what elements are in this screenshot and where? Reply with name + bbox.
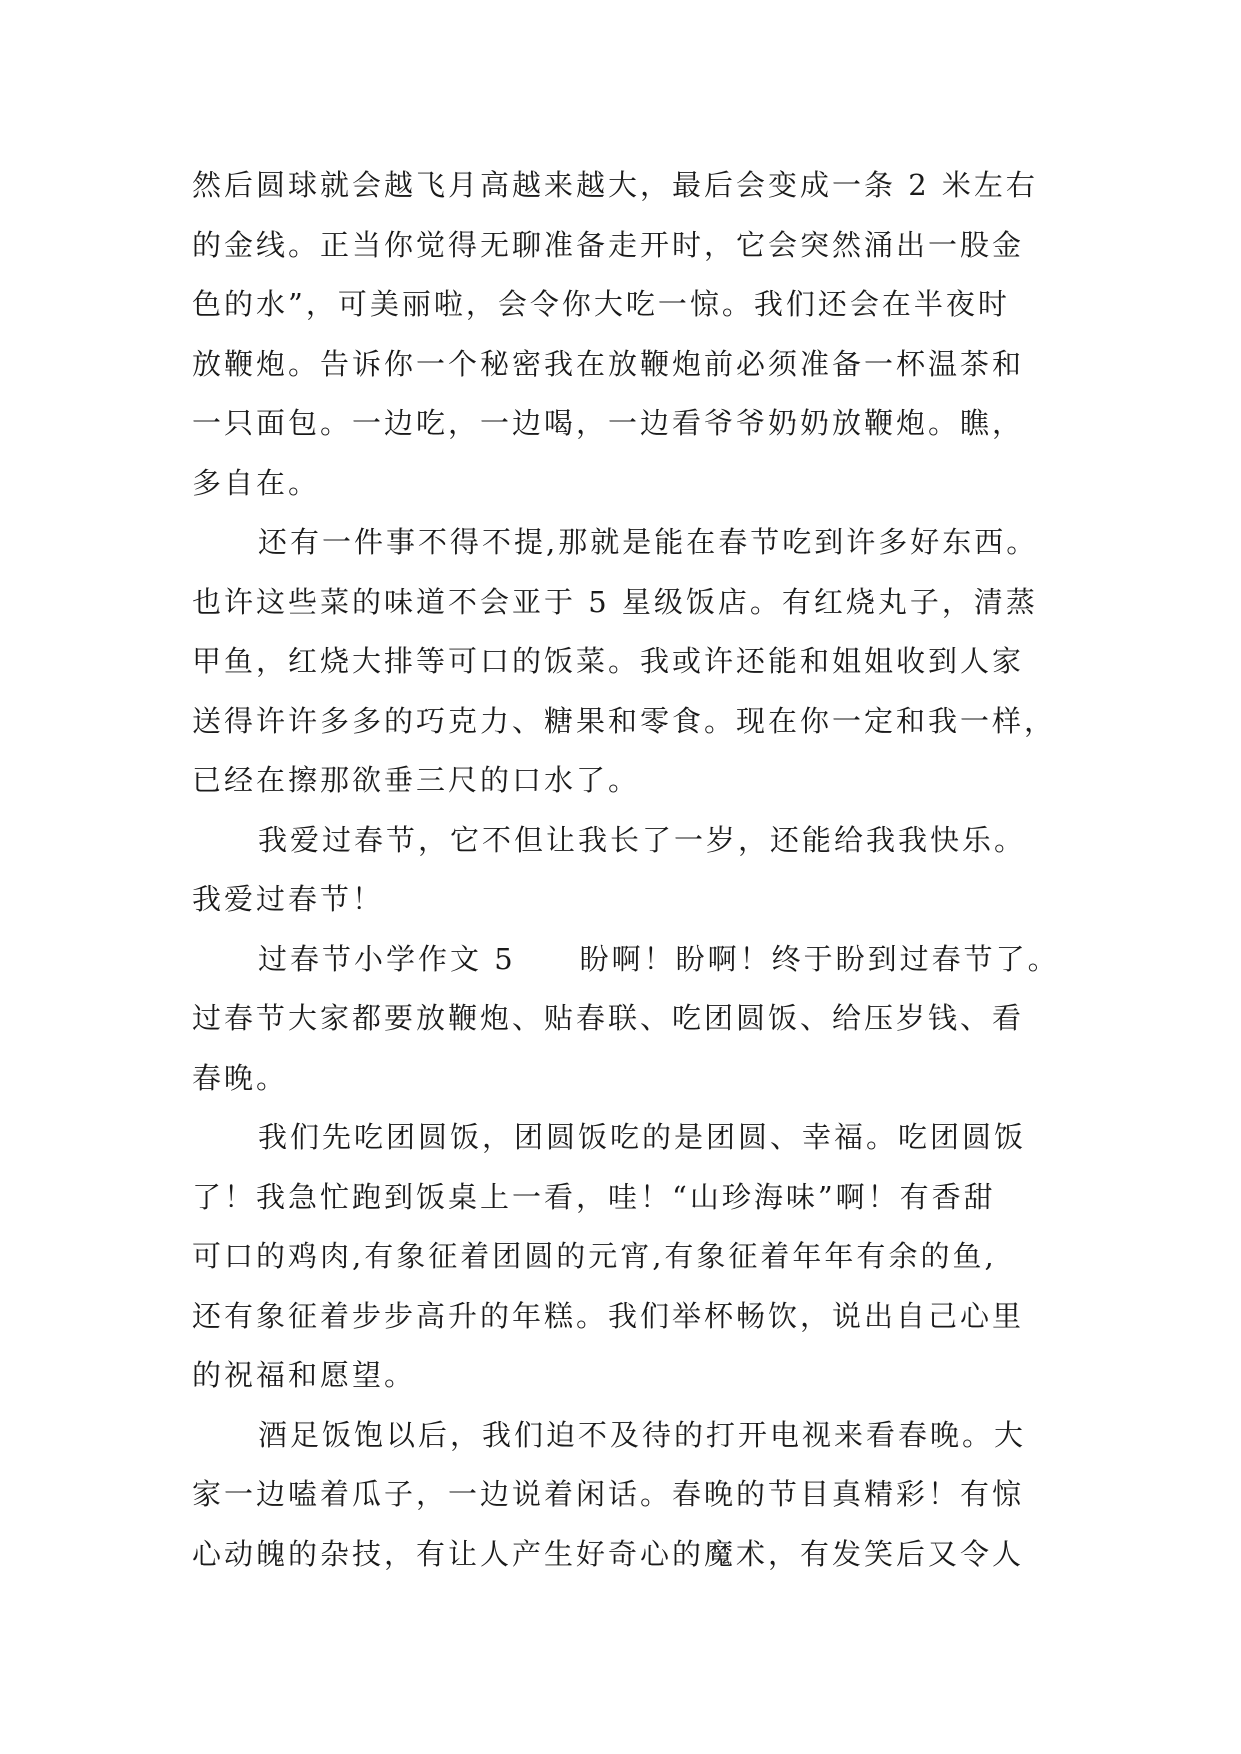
text-line: 放鞭炮。告诉你一个秘密我在放鞭炮前必须准备一杯温茶和 [192, 346, 1025, 381]
text-line: 过春节大家都要放鞭炮、贴春联、吃团圆饭、给压岁钱、看 [192, 1001, 1025, 1035]
text-line: 多自在。 [192, 465, 321, 500]
text-line: 可口的鸡肉,有象征着团圆的元宵,有象征着年年有余的鱼, [192, 1239, 997, 1273]
paragraph-first-line: 我们先吃团圆饭，团圆饭吃的是团圆、幸福。吃团圆饭 [258, 1120, 1027, 1154]
paragraph-first-line: 还有一件事不得不提,那就是能在春节吃到许多好东西。 [258, 525, 1039, 559]
text-line: 家一边嗑着瓜子，一边说着闲话。春晚的节目真精彩！有惊 [192, 1477, 1025, 1511]
text-line: 还有象征着步步高升的年糕。我们举杯畅饮，说出自己心里 [192, 1298, 1025, 1333]
text-line: 心动魄的杂技，有让人产生好奇心的魔术，有发笑后又令人 [192, 1536, 1025, 1571]
text-line: 也许这些菜的味道不会亚于 5 星级饭店。有红烧丸子，清蒸 [192, 584, 1038, 619]
paragraph-first-line: 我爱过春节，它不但让我长了一岁，还能给我我快乐。 [258, 822, 1027, 857]
text-line: 的金线。正当你觉得无聊准备走开时，它会突然涌出一股金 [192, 227, 1025, 262]
text-line: 春晚。 [192, 1060, 289, 1095]
essay-body [192, 156, 1072, 1584]
text-line: 甲鱼，红烧大排等可口的饭菜。我或许还能和姐姐收到人家 [192, 644, 1025, 678]
text-line: 已经在擦那欲垂三尺的口水了。 [192, 763, 641, 797]
text-line: 了！我急忙跑到饭桌上一看，哇！“山珍海味”啊！有香甜 [192, 1179, 996, 1214]
text-line: 然后圆球就会越飞月高越来越大，最后会变成一条 2 米左右 [192, 168, 1038, 202]
text-line: 我爱过春节！ [192, 882, 385, 916]
paragraph-first-line: 酒足饭饱以后，我们迫不及待的打开电视来看春晚。大 [258, 1417, 1027, 1452]
essay-title-line: 过春节小学作文 5 盼啊！盼啊！终于盼到过春节了。 [258, 941, 1060, 976]
text-line: 送得许许多多的巧克力、糖果和零食。现在你一定和我一样， [192, 703, 1057, 738]
text-line: 色的水”，可美丽啦，会令你大吃一惊。我们还会在半夜时 [192, 287, 1010, 321]
text-line: 的祝福和愿望。 [192, 1358, 417, 1392]
text-line: 一只面包。一边吃，一边喝，一边看爷爷奶奶放鞭炮。瞧， [192, 406, 1025, 440]
